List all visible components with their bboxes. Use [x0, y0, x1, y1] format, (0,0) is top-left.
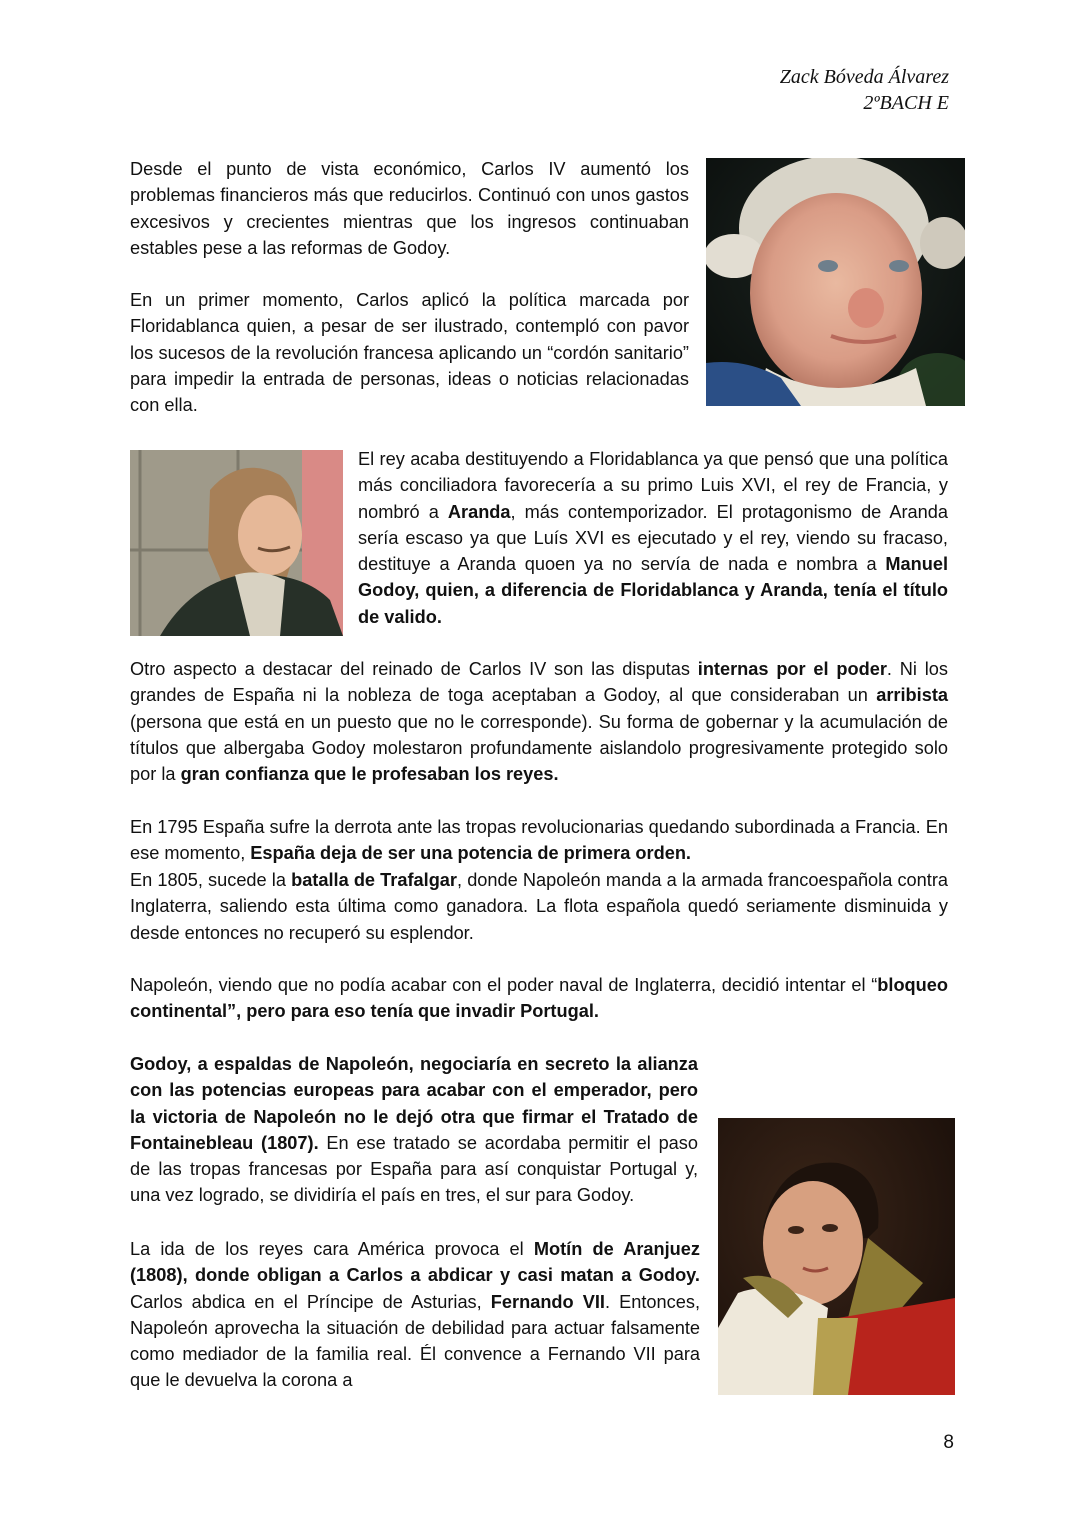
paragraph-floridablanca: En un primer momento, Carlos aplicó la política marcada por Floridablanca quien, a pesar de ser ilustrado, contempló con pavor los sucesos de la revolución francesa aplicando un “cordón sanitario” para impedir la entrada de personas, ideas o noticias relacionadas con ella.	[130, 290, 689, 416]
paragraph-1795: En 1795 España sufre la derrota ante las tropas revolucionarias quedando subordinada a Francia. En ese momento, España deja de ser una potencia de primera orden.	[130, 817, 948, 864]
author-name: Zack Bóveda Álvarez	[779, 66, 949, 88]
bold-aranda: Aranda	[447, 501, 511, 522]
carlos-iv-portrait-image	[706, 158, 965, 406]
paragraph-internal-disputes: Otro aspecto a destacar del reinado de Carlos IV son las disputas internas por el poder. Ni los grandes de España ni la nobleza de toga aceptaban a Godoy, al que consideraban un arribista (persona que está en un puesto que no le corresponde). Su forma de gobernar y la acumulación de títulos que albergaba Godoy molestaron profundamente aislandolo progresivamente protegido solo por la gran confianza que le profesaban los reyes.	[130, 659, 948, 785]
godoy-portrait-image	[130, 450, 343, 636]
paragraph-trafalgar: En 1805, sucede la batalla de Trafalgar, donde Napoleón manda a la armada francoespañola contra Inglaterra, saliendo esta última como ganadora. La flota española quedó seriamente disminuida y desde entonces no recuperó su esplendor.	[130, 870, 949, 943]
bold-manuel-godoy: Manuel Godoy, quien, a diferencia de Floridablanca y Aranda, tenía el título de valido.	[358, 554, 948, 627]
course-label: 2ºBACH E	[863, 92, 949, 114]
page-header	[780, 64, 949, 116]
float-spacer	[698, 1103, 948, 1403]
paragraph-economy: Desde el punto de vista económico, Carlos IV aumentó los problemas financieros más que reducirlos. Continuó con unos gastos excesivos y crecientes mientras que los ingresos continuaban estables pese a las reformas de Godoy.	[130, 159, 689, 258]
page-number: 8	[943, 1432, 954, 1453]
godoy-portrait	[130, 450, 343, 636]
paragraph-fontainebleau: Godoy, a espaldas de Napoleón, negociaría en secreto la alianza con las potencias europeas para acabar con el emperador, pero la victoria de Napoleón no le dejó otra que firmar el Tratado de Fontainebleau (1807). En ese tratado se acordaba permitir el paso de las tropas francesas por España para así conquistar Portugal y, una vez logrado, se dividiría el país en tres, el sur para Godoy.	[130, 1051, 948, 1403]
paragraph-aranda-godoy: El rey acaba destituyendo a Floridablanca ya que pensó que una política más conciliadora favorecería a su primo Luis XVI, el rey de Francia, y nombró a Aranda, más contemporizador. El protagonismo de Aranda sería escaso ya que Luís XVI es ejecutado y el rey, viendo su fracaso, destituye a Aranda quoen ya no servía de nada e nombra a Manuel Godoy, quien, a diferencia de Floridablanca y Aranda, tenía el título de valido.	[358, 449, 948, 627]
paragraph-continental-blockade: Napoleón, viendo que no podía acabar con el poder naval de Inglaterra, decidió intentar el “bloqueo continental”, pero para eso tenía que invadir Portugal.	[130, 975, 948, 1022]
carlos-iv-portrait	[706, 158, 965, 406]
paragraph-aranjuez: La ida de los reyes cara América provoca el Motín de Aranjuez (1808), donde obligan a Carlos a abdicar y casi matan a Godoy. Carlos abdica en el Príncipe de Asturias, Fernando VII. Entonces, Napoleón aprovecha la situación de debilidad para actuar falsamente como mediador de la familia real. Él convence a Fernando VII para que le devuelva la corona a	[130, 1239, 701, 1391]
